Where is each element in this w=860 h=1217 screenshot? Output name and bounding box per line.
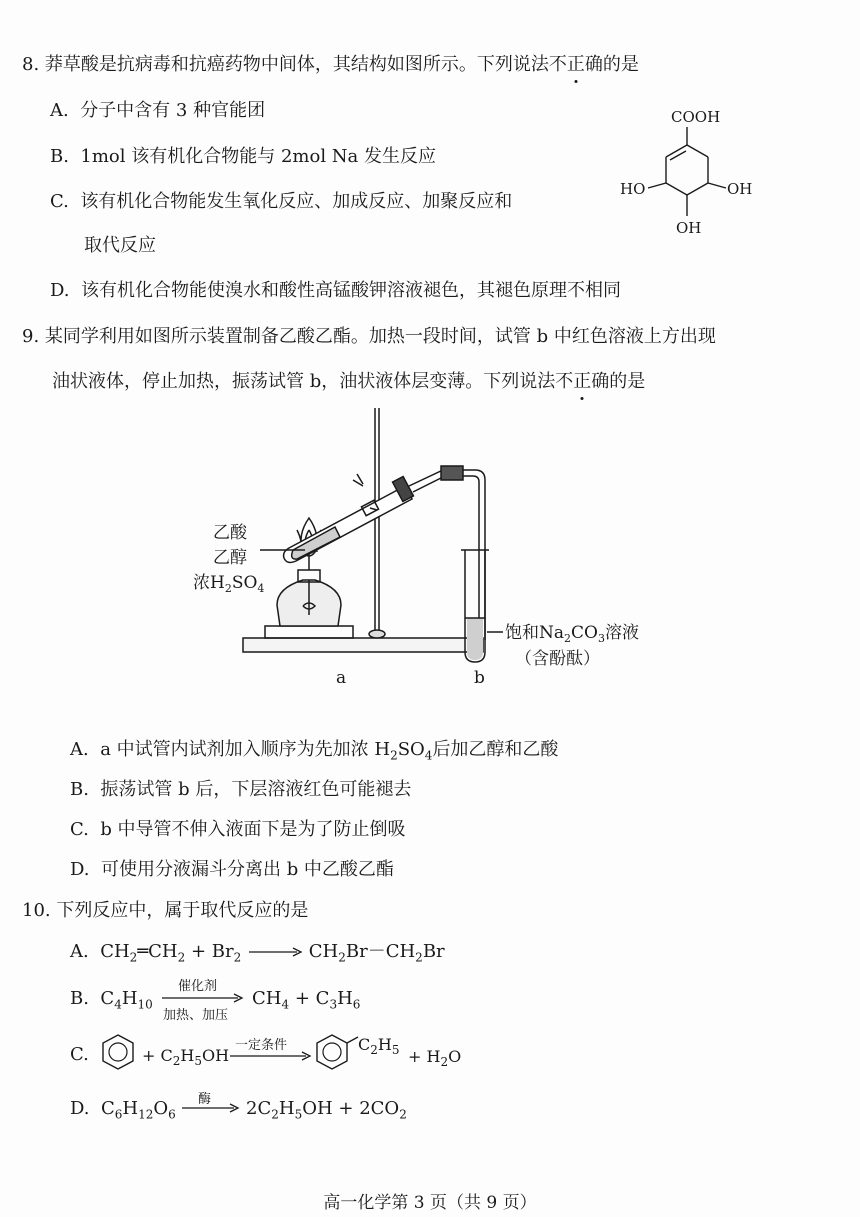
q9-stem-line1: 9. 某同学利用如图所示装置制备乙酸乙酯。加热一段时间，试管 b 中红色溶液上方出现 — [22, 326, 716, 347]
q8-option-b: B. 1mol 该有机化合物能与 2mol Na 发生反应 — [50, 146, 437, 167]
catalyst-label: 催化剂 — [178, 979, 218, 994]
page-footer: 高一化学第 3 页（共 9 页） — [323, 1193, 537, 1213]
q8-option-a: A. 分子中含有 3 种官能团 — [50, 100, 266, 121]
condition-label: 加热、加压 — [163, 1008, 229, 1023]
q8-option-d: D. 该有机化合物能使溴水和酸性高锰酸钾溶液褪色，其褪色原理不相同 — [50, 280, 621, 301]
benzene-ring-reactant — [100, 1032, 136, 1072]
oh-right-label: OH — [727, 180, 753, 198]
q10-option-a: A. $CH_2═CH_2 + Br_2$ $CH_2Br-CH_2Br$ — [70, 941, 445, 965]
solution-label: 饱和$Na_2CO_3$溶液 — [505, 623, 639, 645]
q9-stem-line2: 油状液体，停止加热，振荡试管 b，油状液体层变薄。下列说法不正确的是 — [52, 371, 646, 392]
q10-option-c-label: C. — [70, 1044, 89, 1065]
reaction-arrow-b — [160, 992, 246, 1004]
ho-left-label: HO — [620, 180, 646, 198]
reaction-arrow-a — [247, 946, 303, 958]
label-a: a — [336, 668, 347, 688]
reagent-sulfuric-acid: 浓$H_2SO_4$ — [193, 573, 265, 595]
q8-option-c: C. 该有机化合物能发生氧化反应、加成反应、加聚反应和 — [50, 191, 513, 212]
water-product: + $H_2O$ — [408, 1047, 462, 1070]
q8-option-c-cont: 取代反应 — [84, 235, 156, 256]
q10-option-b: B. $C_4H_{10}$ — [70, 988, 153, 1012]
reaction-arrow-d — [180, 1102, 242, 1114]
q10-option-d-products: $2C_2H_5OH + 2CO_2$ — [246, 1098, 407, 1122]
q8-stem: 8. 莽草酸是抗病毒和抗癌药物中间体，其结构如图所示。下列说法不正确的是 — [22, 54, 639, 75]
ethanol-reagent: + $C_2H_5OH$ — [142, 1046, 230, 1069]
q9-option-d: D. 可使用分液漏斗分离出 b 中乙酸乙酯 — [70, 859, 394, 880]
reaction-arrow-c — [228, 1050, 314, 1062]
indicator-label: （含酚酞） — [515, 649, 600, 669]
oh-bottom-label: OH — [676, 219, 702, 237]
label-b: b — [474, 668, 485, 688]
q10-option-b-products: $CH_4 + C_3H_6$ — [252, 988, 361, 1012]
reagent-ethanol: 乙醇 — [213, 548, 247, 568]
q9-option-b: B. 振荡试管 b 后，下层溶液红色可能褪去 — [70, 779, 412, 800]
ethyl-substituent: $C_2H_5$ — [358, 1035, 400, 1058]
q10-option-d: D. $C_6H_{12}O_6$ — [70, 1098, 176, 1122]
q9-option-a: A. a 中试管内试剂加入顺序为先加浓 $H_2SO_4$后加乙醇和乙酸 — [70, 739, 559, 763]
reagent-acetic-acid: 乙酸 — [213, 523, 247, 543]
ester-apparatus-diagram — [185, 400, 685, 695]
condition-label-c: 一定条件 — [235, 1038, 288, 1053]
cooh-label: COOH — [671, 108, 721, 126]
q10-stem: 10. 下列反应中，属于取代反应的是 — [22, 900, 309, 921]
shikimic-acid-structure — [590, 100, 770, 250]
enzyme-label: 酶 — [198, 1092, 212, 1107]
q9-option-c: C. b 中导管不伸入液面下是为了防止倒吸 — [70, 819, 406, 840]
